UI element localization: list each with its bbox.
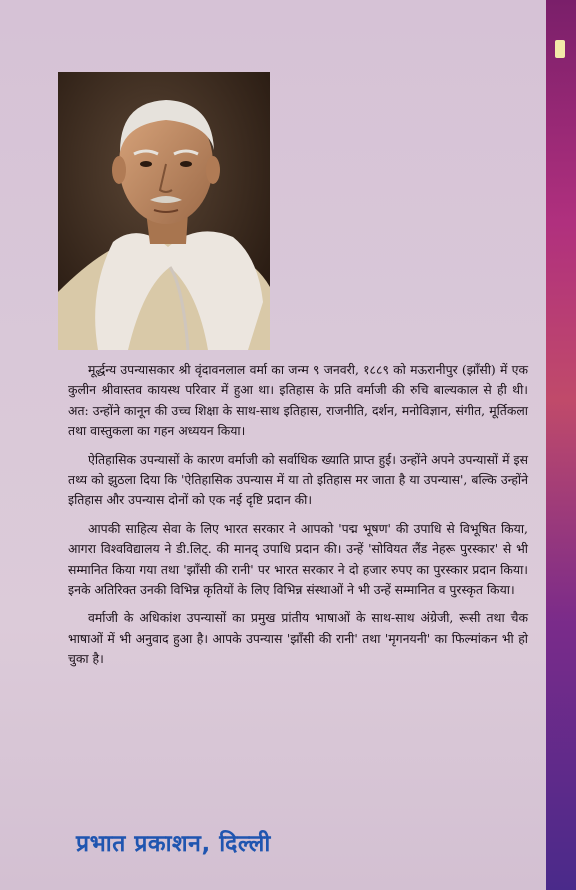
- publisher-name: प्रभात प्रकाशन, दिल्ली: [76, 831, 271, 857]
- bio-paragraph-1: मूर्द्धन्य उपन्यासकार श्री वृंदावनलाल वर्मा का जन्म ९ जनवरी, १८८९ को मऊरानीपुर (झाँसी) में एक कुलीन श्रीवास्तव कायस्थ परिवार में हुआ था। इतिहास के प्रति वर्माजी की रुचि बाल्यकाल से ही थी। अत: उन्होंने कानून की उच्च शिक्षा के साथ-साथ इतिहास, राजनीति, दर्शन, मनोविज्ञान, संगीत, मूर्तिकला तथा वास्तुकला का गहन अध्ययन किया।: [68, 362, 528, 439]
- bio-paragraph-2: ऐतिहासिक उपन्यासों के कारण वर्माजी को सर्वाधिक ख्याति प्राप्त हुई। उन्होंने अपने उपन्यासों में इस तथ्य को झुठला दिया कि 'ऐतिहासिक उपन्यास में या तो इतिहास मर जाता है या उपन्यास', बल्कि उन्होंने इतिहास और उपन्यास दोनों को एक नई दृष्टि प्रदान की।: [68, 451, 528, 508]
- bio-paragraph-4: वर्माजी के अधिकांश उपन्यासों का प्रमुख प्रांतीय भाषाओं के साथ-साथ अंग्रेजी, रूसी तथा चैक भाषाओं में भी अनुवाद हुआ है। आपके उपन्यास 'झाँसी की रानी' तथा 'मृगनयनी' का फिल्मांकन भी हो चुका है।: [68, 610, 528, 667]
- spine-logo-mark: [555, 40, 565, 58]
- author-biography: [68, 360, 528, 678]
- author-photo: [58, 72, 270, 350]
- book-spine: [546, 0, 576, 890]
- bio-paragraph-3: आपकी साहित्य सेवा के लिए भारत सरकार ने आपको 'पद्म भूषण' की उपाधि से विभूषित किया, आगरा विश्वविद्यालय ने डी.लिट्. की मानद् उपाधि प्रदान की। उन्हें 'सोवियत लैंड नेहरू पुरस्कार' से भी सम्मानित किया गया तथा 'झाँसी की रानी' पर भारत सरकार ने दो हजार रुपए का पुरस्कार प्रदान किया। इनके अतिरिक्त उनकी विभिन्न कृतियों के लिए विभिन्न संस्थाओं ने भी उन्हें सम्मानित व पुरस्कृत किया।: [68, 520, 528, 598]
